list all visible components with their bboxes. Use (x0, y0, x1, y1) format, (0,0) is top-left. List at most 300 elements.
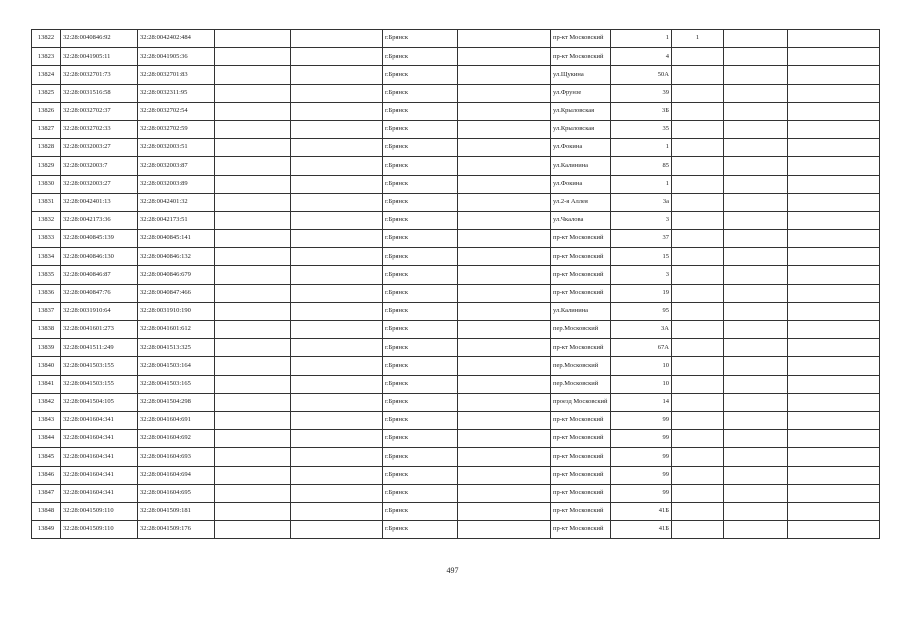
extra-value-cell (672, 84, 724, 102)
cadastral-number-cell: 32:28:0042173:36 (61, 211, 138, 229)
cadastral-number-cell: 32:28:0041604:341 (61, 466, 138, 484)
object-cadastral-number-cell: 32:28:0041504:298 (138, 393, 215, 411)
empty-cell (458, 248, 551, 266)
empty-cell (215, 102, 291, 120)
object-cadastral-number-cell: 32:28:0032003:51 (138, 139, 215, 157)
empty-cell (291, 321, 383, 339)
empty-cell (215, 430, 291, 448)
house-number-cell: 85 (611, 157, 672, 175)
cadastral-number-cell: 32:28:0032003:27 (61, 139, 138, 157)
empty-cell (788, 411, 880, 429)
record-number-cell: 13848 (32, 502, 61, 520)
city-cell: г.Брянск (383, 120, 458, 138)
object-cadastral-number-cell: 32:28:0042173:51 (138, 211, 215, 229)
empty-cell (788, 484, 880, 502)
object-cadastral-number-cell: 32:28:0041604:692 (138, 430, 215, 448)
empty-cell (788, 430, 880, 448)
extra-value-cell: 1 (672, 30, 724, 48)
cadastral-number-cell: 32:28:0041601:273 (61, 321, 138, 339)
cadastral-number-cell: 32:28:0040846:130 (61, 248, 138, 266)
street-cell: проезд Московский (551, 393, 611, 411)
street-cell: пр-кт Московский (551, 284, 611, 302)
empty-cell (724, 466, 788, 484)
cadastral-number-cell: 32:28:0040845:139 (61, 230, 138, 248)
house-number-cell: 35 (611, 120, 672, 138)
extra-value-cell (672, 411, 724, 429)
street-cell: ул.Калинина (551, 157, 611, 175)
empty-cell (788, 139, 880, 157)
empty-cell (215, 248, 291, 266)
extra-value-cell (672, 266, 724, 284)
object-cadastral-number-cell: 32:28:0032003:87 (138, 157, 215, 175)
record-number-cell: 13841 (32, 375, 61, 393)
table-row (32, 411, 880, 429)
empty-cell (458, 302, 551, 320)
empty-cell (458, 139, 551, 157)
empty-cell (458, 175, 551, 193)
cadastral-number-cell: 32:28:0041503:155 (61, 357, 138, 375)
city-cell: г.Брянск (383, 266, 458, 284)
record-number-cell: 13827 (32, 120, 61, 138)
cadastral-number-cell: 32:28:0032702:33 (61, 120, 138, 138)
empty-cell (788, 302, 880, 320)
city-cell: г.Брянск (383, 357, 458, 375)
empty-cell (458, 393, 551, 411)
house-number-cell: 99 (611, 466, 672, 484)
city-cell: г.Брянск (383, 284, 458, 302)
city-cell: г.Брянск (383, 102, 458, 120)
cadastral-number-cell: 32:28:0031516:58 (61, 84, 138, 102)
house-number-cell: 41Б (611, 502, 672, 520)
table-row (32, 175, 880, 193)
empty-cell (458, 339, 551, 357)
empty-cell (291, 102, 383, 120)
empty-cell (291, 120, 383, 138)
empty-cell (458, 230, 551, 248)
empty-cell (788, 357, 880, 375)
record-number-cell: 13822 (32, 30, 61, 48)
table-row (32, 193, 880, 211)
record-number-cell: 13823 (32, 48, 61, 66)
empty-cell (458, 266, 551, 284)
extra-value-cell (672, 302, 724, 320)
empty-cell (291, 30, 383, 48)
empty-cell (291, 84, 383, 102)
empty-cell (724, 357, 788, 375)
city-cell: г.Брянск (383, 193, 458, 211)
object-cadastral-number-cell: 32:28:0041509:176 (138, 521, 215, 539)
street-cell: пр-кт Московский (551, 411, 611, 429)
table-row (32, 230, 880, 248)
cadastral-number-cell: 32:28:0032702:37 (61, 102, 138, 120)
table-row (32, 157, 880, 175)
empty-cell (291, 339, 383, 357)
city-cell: г.Брянск (383, 139, 458, 157)
house-number-cell: 37 (611, 230, 672, 248)
empty-cell (788, 393, 880, 411)
empty-cell (215, 321, 291, 339)
street-cell: ул.Фокина (551, 175, 611, 193)
cadastral-number-cell: 32:28:0040846:87 (61, 266, 138, 284)
object-cadastral-number-cell: 32:28:0041509:181 (138, 502, 215, 520)
record-number-cell: 13834 (32, 248, 61, 266)
extra-value-cell (672, 120, 724, 138)
street-cell: пер.Московский (551, 321, 611, 339)
city-cell: г.Брянск (383, 48, 458, 66)
empty-cell (724, 193, 788, 211)
city-cell: г.Брянск (383, 375, 458, 393)
table-row (32, 521, 880, 539)
empty-cell (788, 120, 880, 138)
house-number-cell: 99 (611, 448, 672, 466)
house-number-cell: 3 (611, 266, 672, 284)
city-cell: г.Брянск (383, 321, 458, 339)
empty-cell (788, 84, 880, 102)
empty-cell (724, 230, 788, 248)
empty-cell (215, 448, 291, 466)
object-cadastral-number-cell: 32:28:0041604:691 (138, 411, 215, 429)
empty-cell (788, 248, 880, 266)
empty-cell (291, 411, 383, 429)
house-number-cell: 67А (611, 339, 672, 357)
object-cadastral-number-cell: 32:28:0041601:612 (138, 321, 215, 339)
house-number-cell: 99 (611, 430, 672, 448)
empty-cell (724, 448, 788, 466)
cadastral-number-cell: 32:28:0041509:110 (61, 502, 138, 520)
empty-cell (215, 302, 291, 320)
empty-cell (724, 248, 788, 266)
empty-cell (724, 302, 788, 320)
record-number-cell: 13835 (32, 266, 61, 284)
house-number-cell: 99 (611, 411, 672, 429)
record-number-cell: 13825 (32, 84, 61, 102)
object-cadastral-number-cell: 32:28:0040845:141 (138, 230, 215, 248)
object-cadastral-number-cell: 32:28:0040846:679 (138, 266, 215, 284)
empty-cell (724, 120, 788, 138)
empty-cell (788, 48, 880, 66)
city-cell: г.Брянск (383, 302, 458, 320)
empty-cell (215, 284, 291, 302)
house-number-cell: 10 (611, 357, 672, 375)
extra-value-cell (672, 102, 724, 120)
city-cell: г.Брянск (383, 230, 458, 248)
cadastral-number-cell: 32:28:0041604:341 (61, 484, 138, 502)
extra-value-cell (672, 193, 724, 211)
street-cell: ул.Крыловская (551, 102, 611, 120)
city-cell: г.Брянск (383, 411, 458, 429)
empty-cell (724, 375, 788, 393)
cadastral-number-cell: 32:28:0041511:249 (61, 339, 138, 357)
empty-cell (458, 502, 551, 520)
record-number-cell: 13833 (32, 230, 61, 248)
table-row (32, 321, 880, 339)
house-number-cell: 3Б (611, 102, 672, 120)
empty-cell (215, 484, 291, 502)
house-number-cell: 1 (611, 139, 672, 157)
object-cadastral-number-cell: 32:28:0041503:165 (138, 375, 215, 393)
empty-cell (291, 357, 383, 375)
extra-value-cell (672, 357, 724, 375)
table-row (32, 375, 880, 393)
house-number-cell: 3 (611, 211, 672, 229)
extra-value-cell (672, 139, 724, 157)
extra-value-cell (672, 339, 724, 357)
empty-cell (724, 321, 788, 339)
city-cell: г.Брянск (383, 466, 458, 484)
empty-cell (724, 175, 788, 193)
house-number-cell: 39 (611, 84, 672, 102)
extra-value-cell (672, 66, 724, 84)
extra-value-cell (672, 248, 724, 266)
empty-cell (458, 484, 551, 502)
street-cell: ул.Щукина (551, 66, 611, 84)
empty-cell (788, 157, 880, 175)
register-table (31, 29, 880, 539)
cadastral-number-cell: 32:28:0041504:105 (61, 393, 138, 411)
record-number-cell: 13828 (32, 139, 61, 157)
street-cell: ул.2-я Аллея (551, 193, 611, 211)
object-cadastral-number-cell: 32:28:0042402:484 (138, 30, 215, 48)
empty-cell (291, 393, 383, 411)
empty-cell (788, 375, 880, 393)
table-row (32, 466, 880, 484)
empty-cell (724, 102, 788, 120)
empty-cell (291, 484, 383, 502)
extra-value-cell (672, 321, 724, 339)
record-number-cell: 13830 (32, 175, 61, 193)
street-cell: пр-кт Московский (551, 430, 611, 448)
empty-cell (458, 448, 551, 466)
record-number-cell: 13837 (32, 302, 61, 320)
empty-cell (215, 375, 291, 393)
record-number-cell: 13845 (32, 448, 61, 466)
street-cell: ул.Фрунзе (551, 84, 611, 102)
empty-cell (724, 411, 788, 429)
city-cell: г.Брянск (383, 66, 458, 84)
city-cell: г.Брянск (383, 502, 458, 520)
record-number-cell: 13844 (32, 430, 61, 448)
table-row (32, 266, 880, 284)
empty-cell (291, 211, 383, 229)
house-number-cell: 1 (611, 30, 672, 48)
object-cadastral-number-cell: 32:28:0031910:190 (138, 302, 215, 320)
street-cell: ул.Фокина (551, 139, 611, 157)
street-cell: пр-кт Московский (551, 502, 611, 520)
city-cell: г.Брянск (383, 211, 458, 229)
city-cell: г.Брянск (383, 175, 458, 193)
extra-value-cell (672, 521, 724, 539)
street-cell: пр-кт Московский (551, 30, 611, 48)
table-row (32, 30, 880, 48)
street-cell: пер.Московский (551, 375, 611, 393)
empty-cell (215, 193, 291, 211)
cadastral-number-cell: 32:28:0042401:13 (61, 193, 138, 211)
table-row (32, 102, 880, 120)
table-row (32, 48, 880, 66)
empty-cell (458, 84, 551, 102)
empty-cell (291, 175, 383, 193)
extra-value-cell (672, 157, 724, 175)
register-rows (32, 30, 880, 539)
object-cadastral-number-cell: 32:28:0032003:89 (138, 175, 215, 193)
table-row (32, 66, 880, 84)
empty-cell (788, 448, 880, 466)
city-cell: г.Брянск (383, 393, 458, 411)
empty-cell (458, 375, 551, 393)
house-number-cell: 41Б (611, 521, 672, 539)
empty-cell (788, 193, 880, 211)
table-row (32, 339, 880, 357)
house-number-cell: 15 (611, 248, 672, 266)
empty-cell (215, 30, 291, 48)
cadastral-number-cell: 32:28:0041604:341 (61, 411, 138, 429)
house-number-cell: 3а (611, 193, 672, 211)
empty-cell (291, 230, 383, 248)
city-cell: г.Брянск (383, 521, 458, 539)
object-cadastral-number-cell: 32:28:0040847:466 (138, 284, 215, 302)
empty-cell (724, 66, 788, 84)
empty-cell (458, 66, 551, 84)
empty-cell (724, 502, 788, 520)
extra-value-cell (672, 175, 724, 193)
extra-value-cell (672, 448, 724, 466)
empty-cell (458, 466, 551, 484)
street-cell: пр-кт Московский (551, 266, 611, 284)
object-cadastral-number-cell: 32:28:0041604:693 (138, 448, 215, 466)
record-number-cell: 13840 (32, 357, 61, 375)
empty-cell (788, 175, 880, 193)
extra-value-cell (672, 393, 724, 411)
house-number-cell: 50А (611, 66, 672, 84)
empty-cell (291, 502, 383, 520)
object-cadastral-number-cell: 32:28:0041604:694 (138, 466, 215, 484)
street-cell: пер.Московский (551, 357, 611, 375)
empty-cell (458, 521, 551, 539)
table-row (32, 448, 880, 466)
street-cell: пр-кт Московский (551, 484, 611, 502)
table-row (32, 139, 880, 157)
empty-cell (788, 211, 880, 229)
empty-cell (458, 430, 551, 448)
city-cell: г.Брянск (383, 484, 458, 502)
empty-cell (724, 284, 788, 302)
empty-cell (724, 211, 788, 229)
city-cell: г.Брянск (383, 248, 458, 266)
record-number-cell: 13826 (32, 102, 61, 120)
house-number-cell: 1 (611, 175, 672, 193)
street-cell: пр-кт Московский (551, 521, 611, 539)
street-cell: пр-кт Московский (551, 48, 611, 66)
empty-cell (291, 284, 383, 302)
extra-value-cell (672, 211, 724, 229)
empty-cell (215, 357, 291, 375)
empty-cell (458, 30, 551, 48)
empty-cell (788, 266, 880, 284)
empty-cell (215, 175, 291, 193)
table-row (32, 484, 880, 502)
empty-cell (291, 139, 383, 157)
empty-cell (215, 120, 291, 138)
cadastral-number-cell: 32:28:0032003:27 (61, 175, 138, 193)
record-number-cell: 13836 (32, 284, 61, 302)
extra-value-cell (672, 430, 724, 448)
extra-value-cell (672, 48, 724, 66)
city-cell: г.Брянск (383, 84, 458, 102)
record-number-cell: 13842 (32, 393, 61, 411)
city-cell: г.Брянск (383, 157, 458, 175)
empty-cell (788, 66, 880, 84)
empty-cell (788, 339, 880, 357)
empty-cell (291, 48, 383, 66)
street-cell: пр-кт Московский (551, 339, 611, 357)
city-cell: г.Брянск (383, 339, 458, 357)
empty-cell (215, 266, 291, 284)
empty-cell (724, 430, 788, 448)
empty-cell (291, 157, 383, 175)
empty-cell (788, 521, 880, 539)
empty-cell (458, 411, 551, 429)
extra-value-cell (672, 375, 724, 393)
extra-value-cell (672, 230, 724, 248)
house-number-cell: 3А (611, 321, 672, 339)
object-cadastral-number-cell: 32:28:0042401:32 (138, 193, 215, 211)
record-number-cell: 13849 (32, 521, 61, 539)
street-cell: пр-кт Московский (551, 230, 611, 248)
table-row (32, 357, 880, 375)
empty-cell (291, 193, 383, 211)
empty-cell (215, 521, 291, 539)
cadastral-number-cell: 32:28:0041604:341 (61, 448, 138, 466)
empty-cell (215, 139, 291, 157)
object-cadastral-number-cell: 32:28:0032702:54 (138, 102, 215, 120)
cadastral-number-cell: 32:28:0040846:92 (61, 30, 138, 48)
object-cadastral-number-cell: 32:28:0032311:95 (138, 84, 215, 102)
record-number-cell: 13832 (32, 211, 61, 229)
street-cell: пр-кт Московский (551, 448, 611, 466)
empty-cell (458, 284, 551, 302)
house-number-cell: 14 (611, 393, 672, 411)
table-row (32, 302, 880, 320)
empty-cell (458, 48, 551, 66)
empty-cell (788, 321, 880, 339)
empty-cell (291, 66, 383, 84)
cadastral-number-cell: 32:28:0032003:7 (61, 157, 138, 175)
table-row (32, 284, 880, 302)
empty-cell (724, 266, 788, 284)
empty-cell (724, 484, 788, 502)
house-number-cell: 10 (611, 375, 672, 393)
house-number-cell: 19 (611, 284, 672, 302)
empty-cell (458, 357, 551, 375)
empty-cell (724, 48, 788, 66)
record-number-cell: 13839 (32, 339, 61, 357)
record-number-cell: 13846 (32, 466, 61, 484)
cadastral-number-cell: 32:28:0041604:341 (61, 430, 138, 448)
empty-cell (215, 393, 291, 411)
record-number-cell: 13843 (32, 411, 61, 429)
empty-cell (215, 502, 291, 520)
empty-cell (215, 84, 291, 102)
table-row (32, 502, 880, 520)
empty-cell (215, 230, 291, 248)
record-number-cell: 13829 (32, 157, 61, 175)
empty-cell (788, 30, 880, 48)
table-row (32, 120, 880, 138)
city-cell: г.Брянск (383, 30, 458, 48)
page-number: 497 (446, 566, 459, 575)
street-cell: пр-кт Московский (551, 248, 611, 266)
street-cell: ул.Калинина (551, 302, 611, 320)
